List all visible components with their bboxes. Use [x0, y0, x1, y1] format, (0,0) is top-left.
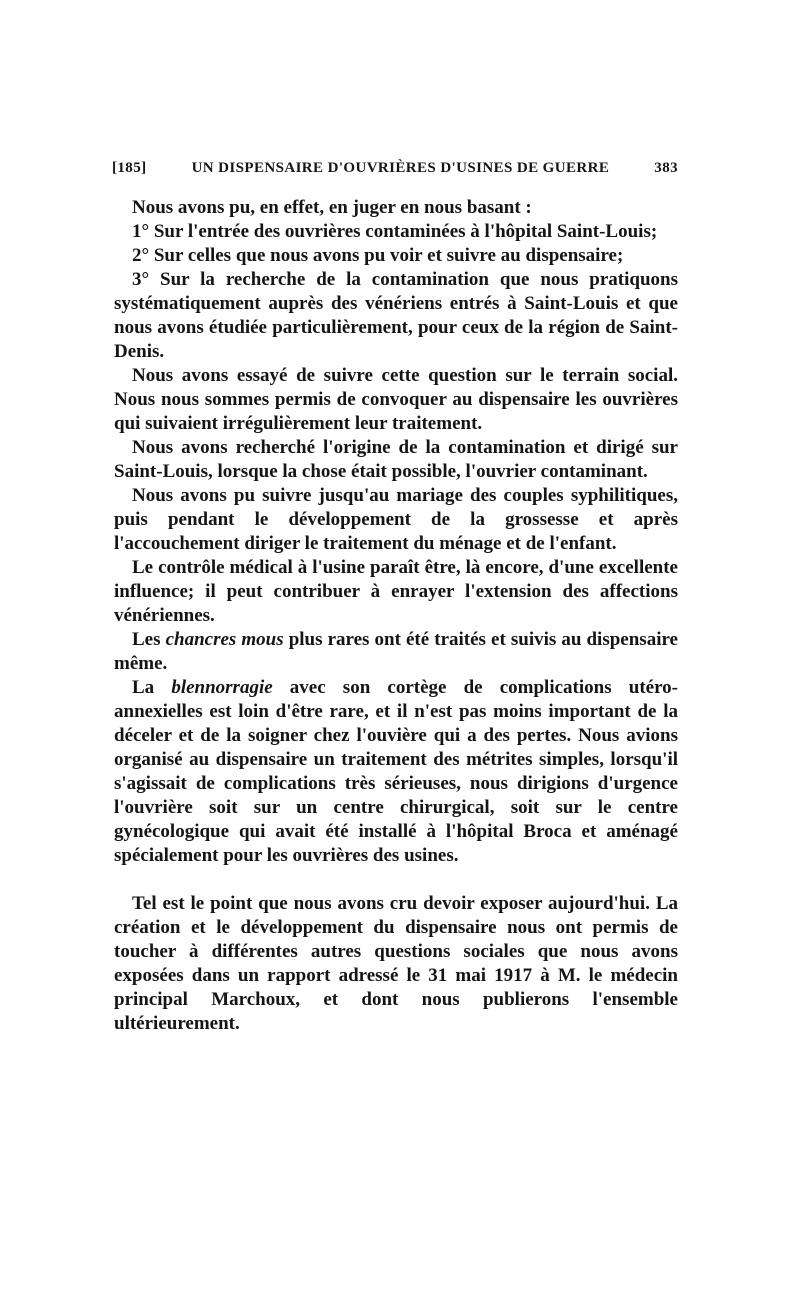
- chancres-term: chancres mous: [165, 629, 284, 650]
- paragraph-blennorragie: [114, 676, 678, 868]
- paragraph-intro: Nous avons pu, en effet, en juger en nous basant :: [132, 197, 532, 218]
- body-text: [114, 196, 678, 1036]
- paragraph-origin: Nous avons recherché l'origine de la contamination et dirigé sur Saint-Louis, lorsque la chose était possible, l'ouvrier contaminant.: [114, 437, 678, 482]
- chancres-rest: plus rares ont été traités et suivis au dispensaire même.: [114, 629, 678, 674]
- running-header: [112, 160, 678, 177]
- paragraph-point-2: 2° Sur celles que nous avons pu voir et suivre au dispensaire;: [132, 245, 624, 266]
- paragraph-point-1: 1° Sur l'entrée des ouvrières contaminées à l'hôpital Saint-Louis;: [132, 221, 658, 242]
- paragraph-medical-control: Le contrôle médical à l'usine paraît être, là encore, d'une excellente influence; il peut contribuer à enrayer l'extension des affections vénériennes.: [114, 557, 678, 626]
- paragraph-chancres: [114, 628, 678, 676]
- page-number: 383: [654, 160, 678, 176]
- paragraph-point-3: 3° Sur la recherche de la contamination que nous pratiquons systématiquement auprès des vénériens entrés à Saint-Louis et que nous avons étudiée particulièrement, pour ceux de la région de Saint-Denis.: [114, 269, 678, 362]
- paragraph-social: Nous avons essayé de suivre cette question sur le terrain social. Nous nous sommes permis de convoquer au dispensaire les ouvrières qui suivaient irrégulièrement leur traitement.: [114, 365, 678, 434]
- blennorragie-lead: La: [132, 677, 172, 698]
- running-title: UN DISPENSAIRE D'OUVRIÈRES D'USINES DE GUERRE: [191, 160, 610, 176]
- page-reference: [185]: [112, 160, 147, 176]
- paragraph-conclusion: Tel est le point que nous avons cru devoir exposer aujourd'hui. La création et le développement du dispensaire nous ont permis de toucher à différentes autres questions sociales que nous avons exposées dans un rapport adressé le 31 mai 1917 à M. le médecin principal Marchoux, et dont nous publierons l'ensemble ultérieurement.: [114, 893, 678, 1034]
- blennorragie-rest: avec son cortège de complications utéro-annexielles est loin d'être rare, et il n'est pas moins important de la déceler et de la soigner chez l'ouvière qui a des pertes. Nous avions organisé au dispensaire un traitement des métrites simples, lorsqu'il s'agissait de complications très sérieuses, nous dirigions d'urgence l'ouvrière soit sur un centre chirurgical, soit sur le centre gynécologique qui avait été installé à l'hôpital Broca et aménagé spécialement pour les ouvrières des usines.: [114, 677, 678, 866]
- chancres-lead: Les: [132, 629, 166, 650]
- paragraph-couples: Nous avons pu suivre jusqu'au mariage des couples syphilitiques, puis pendant le développement de la grossesse et après l'accouchement diriger le traitement du ménage et de l'enfant.: [114, 485, 678, 554]
- blennorragie-term: blennorragie: [171, 677, 273, 698]
